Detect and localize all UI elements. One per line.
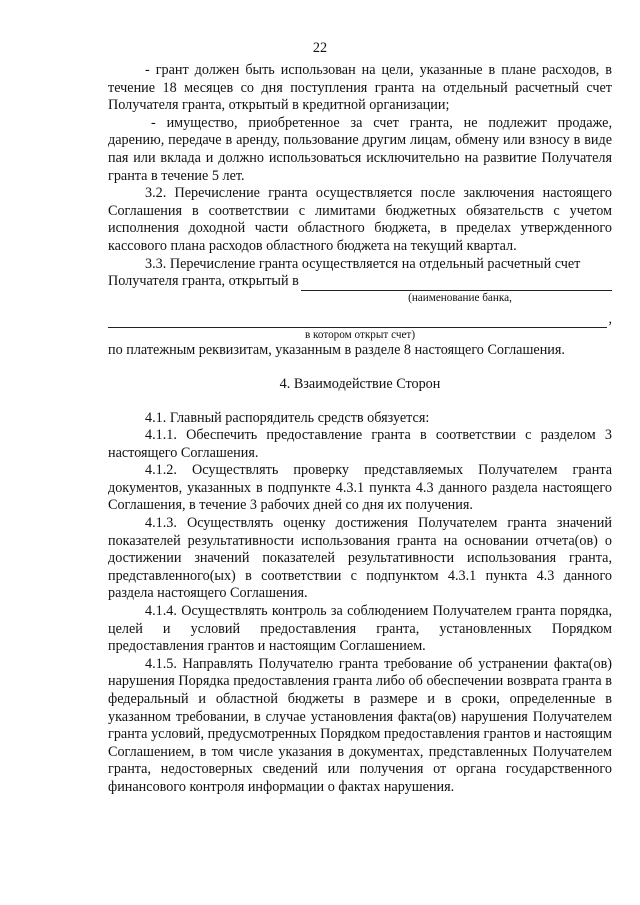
paragraph-3-3: 3.3. Перечисление гранта осуществляется на отдельный расчетный счет	[145, 255, 581, 272]
bank-name-caption: (наименование банка,	[408, 291, 512, 304]
bank-name-line	[108, 273, 612, 291]
paragraph-grant-purpose: - грант должен быть использован на цели, указанные в плане расходов, в течение 18 месяцев со дня поступления гранта на отдельный расчетный счет Получателя гранта, открытый в кредитной организации;	[108, 62, 612, 114]
paragraph-4-1-4: 4.1.4. Осуществлять контроль за соблюдением Получателем гранта порядка, целей и условий предоставления гранта, установленных Порядком предоставления грантов и настоящим Соглашением.	[108, 603, 612, 655]
page-number: 22	[312, 40, 328, 56]
paragraph-4-1: 4.1. Главный распорядитель средств обязуется:	[145, 409, 430, 426]
section-4-heading: 4. Взаимодействие Сторон	[279, 375, 441, 392]
paragraph-property-restriction: - имущество, приобретенное за счет гранта, не подлежит продаже, дарению, передаче в аренду, пользование другим лицам, обмену или взносу в виде пая или вклада и должно использоваться исключительно на развитие Получателя гранта в течение 5 лет.	[108, 114, 612, 184]
account-caption: в котором открыт счет)	[304, 329, 416, 342]
paragraph-4-1-3: 4.1.3. Осуществлять оценку достижения Получателем гранта значений показателей результативности использования гранта на основании отчета(ов) о достижении значений показателей результативности использования гранта, представленного(ых) в соответствии с подпунктом 4.3.1 пункта 4.3 данного раздела настоящего Соглашения.	[108, 515, 612, 602]
paragraph-3-3-tail: по платежным реквизитам, указанным в разделе 8 настоящего Соглашения.	[108, 342, 565, 359]
account-bank-blank	[108, 314, 607, 328]
blank-comma: ,	[608, 310, 612, 327]
bank-line-label: Получателя гранта, открытый в	[108, 273, 299, 290]
document-body	[108, 62, 612, 797]
account-bank-line	[108, 311, 612, 329]
paragraph-4-1-5: 4.1.5. Направлять Получателю гранта требование об устранении факта(ов) нарушения Порядка предоставления гранта либо об обеспечении возврата гранта в федеральный и областной бюджеты в размере и в сроки, определенные в указанном требовании, в случае установления факта(ов) нарушения Получателем гранта условий, предусмотренных Порядком предоставления грантов и настоящим Соглашением, в том числе указания в документах, представленных Получателем гранта, недостоверных сведений или получения от органа государственного финансового контроля информации о фактах нарушения.	[108, 655, 612, 795]
bank-name-blank	[301, 277, 612, 291]
paragraph-3-2: 3.2. Перечисление гранта осуществляется после заключения настоящего Соглашения в соответствии с лимитами бюджетных обязательств с учетом исполнения доходной части областного бюджета, в пределах утвержденного кассового плана расходов областного бюджета на текущий квартал.	[108, 185, 612, 254]
paragraph-4-1-1: 4.1.1. Обеспечить предоставление гранта в соответствии с разделом 3 настоящего Соглашения.	[108, 427, 612, 461]
paragraph-4-1-2: 4.1.2. Осуществлять проверку представляемых Получателем гранта документов, указанных в подпункте 4.3.1 пункта 4.3 данного раздела настоящего Соглашения, в течение 3 рабочих дней со дня их получения.	[108, 462, 612, 514]
